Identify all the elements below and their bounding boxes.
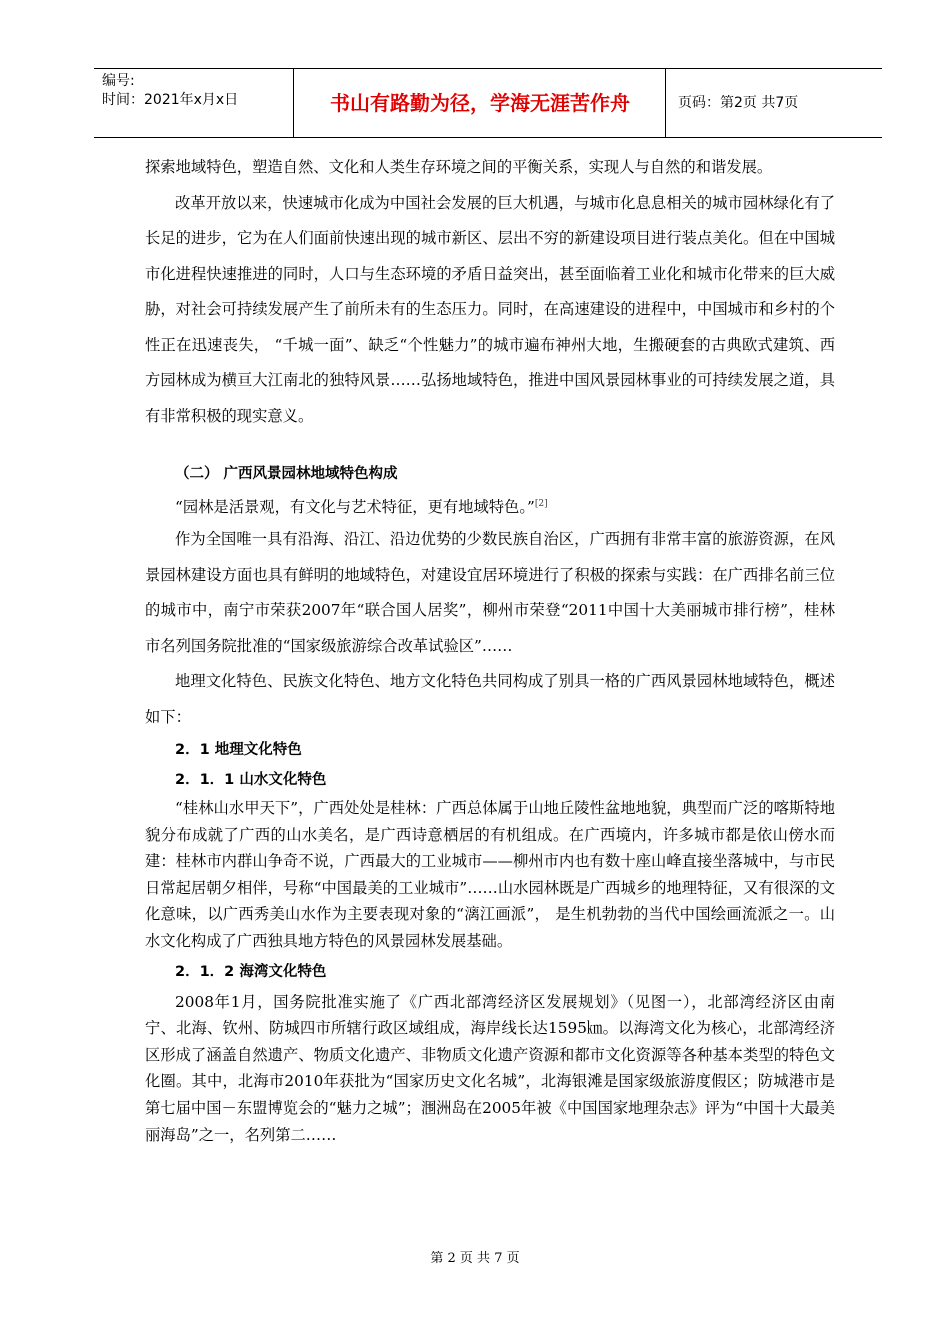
paragraph: 地理文化特色、民族文化特色、地方文化特色共同构成了别具一格的广西风景园林地域特色，概述如下： [145,672,835,726]
paragraph: “桂林山水甲天下”，广西处处是桂林：广西总体属于山地丘陵性盆地地貌，典型而广泛的喀斯特地貌分布成就了广西的山水美名，是广西诗意栖居的有机组成。在广西境内，许多城市都是依山傍水而建：桂林市内群山争奇不说，广西最大的工业城市——柳州市内也有数十座山峰直接坐落城中，与市民日常起居朝夕相伴，号称“中国最美的工业城市”……山水园林既是广西城乡的地理特征，又有很深的文化意味，以广西秀美山水作为主要表现对象的“漓江画派”， 是生机勃勃的当代中国绘画流派之一。山水文化构成了广西独具地方特色的风景园林发展基础。 [145,799,835,950]
header-page-label: 页码：第2页 共7页 [678,95,799,111]
page-header [94,68,882,138]
quote [145,489,835,522]
paragraph: 作为全国唯一具有沿海、沿江、沿边优势的少数民族自治区，广西拥有非常丰富的旅游资源，在风景园林建设方面也具有鲜明的地域特色，对建设宜居环境进行了积极的探索与实践：在广西排名前三位的城市中，南宁市荣获2007年“联合国人居奖”，柳州市荣登“2011中国十大美丽城市排行榜”，桂林市名列国务院批准的“国家级旅游综合改革试验区”…… [145,530,835,655]
header-meta [94,69,294,137]
document-body [145,150,835,1148]
paragraph: 探索地域特色，塑造自然、文化和人类生存环境之间的平衡关系，实现人与自然的和谐发展。 [145,158,773,176]
page-footer: 第 2 页 共 7 页 [430,1251,520,1266]
citation: [2] [534,499,548,509]
paragraph: 改革开放以来，快速城市化成为中国社会发展的巨大机遇，与城市化息息相关的城市园林绿化有了长足的进步，它为在人们面前快速出现的城市新区、层出不穷的新建设项目进行装点美化。但在中国城市化进程快速推进的同时，人口与生态环境的矛盾日益突出，甚至面临着工业化和城市化带来的巨大威胁，对社会可持续发展产生了前所未有的生态压力。同时，在高速建设的进程中，中国城市和乡村的个性正在迅速丧失， “千城一面”、缺乏“个性魅力”的城市遍布神州大地，生搬硬套的古典欧式建筑、西方园林成为横亘大江南北的独特风景……弘扬地域特色，推进中国风景园林事业的可持续发展之道，具有非常积极的现实意义。 [145,193,835,425]
subsubsection-heading: 2．1．2 海湾文化特色 [175,963,327,980]
subsection-heading: 2．1 地理文化特色 [175,742,302,758]
time-label: 时间：2021年x月x日 [102,92,239,108]
header-motto: 书山有路勤为径，学海无涯苦作舟 [295,69,666,137]
section-heading: （二） 广西风景园林地域特色构成 [175,466,398,482]
quote-text: “园林是活景观，有文化与艺术特征，更有地域特色。” [175,498,535,516]
subsubsection-heading: 2．1．1 山水文化特色 [175,772,327,788]
paragraph: 2008年1月，国务院批准实施了《广西北部湾经济区发展规划》（见图一），北部湾经济区由南宁、北海、钦州、防城四市所辖行政区域组成，海岸线长达1595㎞。以海湾文化为核心，北部湾经济区形成了涵盖自然遗产、物质文化遗产、非物质文化遗产资源和都市文化资源等各种基本类型的特色文化圈。其中，北海市2010年获批为“国家历史文化名城”，北海银滩是国家级旅游度假区；防城港市是第七届中国－东盟博览会的“魅力之城”；涠洲岛在2005年被《中国国家地理杂志》评为“中国十大最美丽海岛”之一，名列第二…… [145,992,835,1144]
number-label: 编号: [102,73,135,89]
